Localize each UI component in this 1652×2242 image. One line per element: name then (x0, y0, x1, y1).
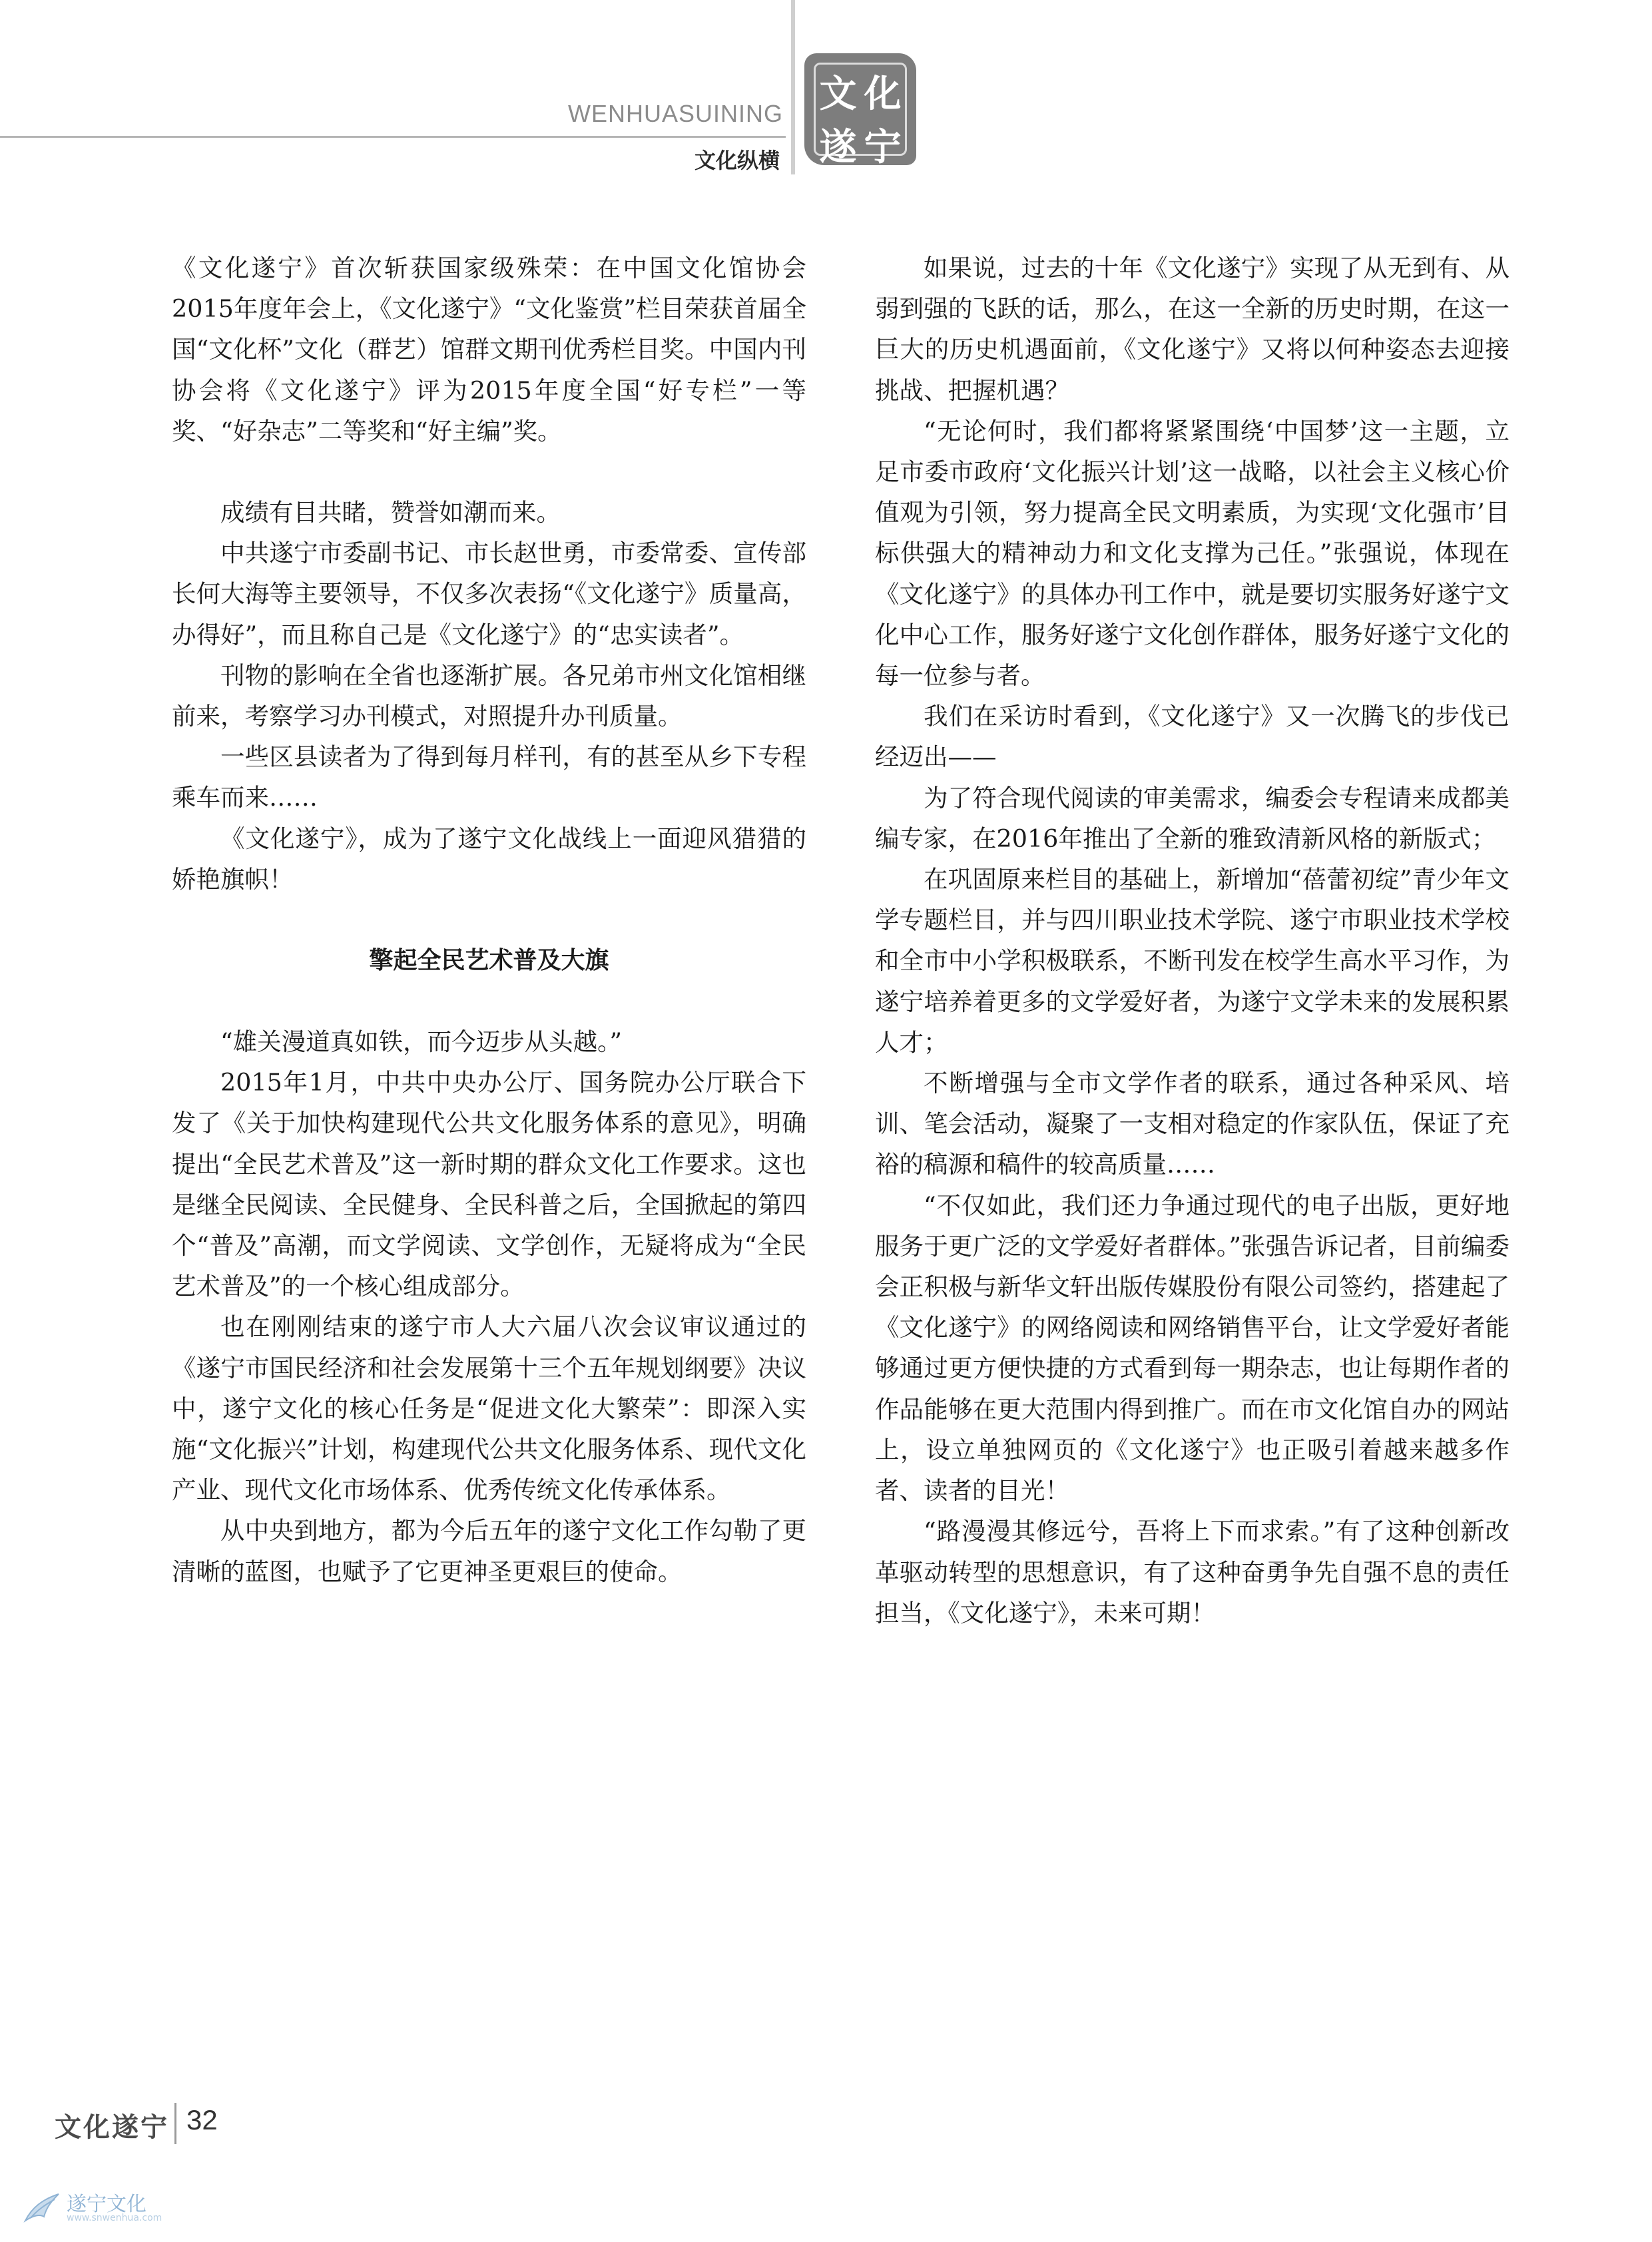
paragraph: 2015年1月，中共中央办公厅、国务院办公厅联合下发了《关于加快构建现代公共文化服务体系的意见》，明确提出“全民艺术普及”这一新时期的群众文化工作要求。这也是继全民阅读、全民健身、全民科普之后，全国掀起的第四个“普及”高潮，而文学阅读、文学创作，无疑将成为“全民艺术普及”的一个核心组成部分。 (172, 1068, 806, 1301)
header-english-title: WENHUASUINING (567, 100, 783, 127)
seal-char: 宁 (864, 125, 902, 169)
watermark (20, 2187, 193, 2234)
paragraph: 我们在采访时看到，《文化遂宁》又一次腾飞的步伐已经迈出—— (875, 702, 1510, 772)
paragraph-gap (172, 900, 806, 940)
footer-separator (174, 2103, 176, 2144)
paragraph: 在巩固原来栏目的基础上，新增加“蓓蕾初绽”青少年文学专题栏目，并与四川职业技术学院、遂宁市职业技术学校和全市中小学积极联系，不断刊发在校学生高水平习作，为遂宁培养着更多的文学爱好者，为遂宁文学未来的发展积累人才； (875, 865, 1510, 1057)
paragraph: 刊物的影响在全省也逐渐扩展。各兄弟市州文化馆相继前来，考察学习办刊模式，对照提升办刊质量。 (172, 661, 806, 731)
header-vertical-rule (791, 0, 795, 174)
header-column-name: 文化纵横 (694, 148, 780, 173)
paragraph: 《文化遂宁》首次斩获国家级殊荣：在中国文化馆协会2015年度年会上，《文化遂宁》“文化鉴赏”栏目荣获首届全国“文化杯”文化（群艺）馆群文期刊优秀栏目奖。中国内刊协会将《文化遂宁》评为2015年度全国“好专栏”一等奖、“好杂志”二等奖和“好主编”奖。 (172, 254, 806, 445)
paragraph: 中共遂宁市委副书记、市长赵世勇，市委常委、宣传部长何大海等主要领导，不仅多次表扬“《文化遂宁》质量高，办得好”，而且称自己是《文化遂宁》的“忠实读者”。 (172, 539, 806, 649)
paragraph: 为了符合现代阅读的审美需求，编委会专程请来成都美编专家，在2016年推出了全新的雅致清新风格的新版式； (875, 783, 1510, 853)
paragraph: 一些区县读者为了得到每月样刊，有的甚至从乡下专程乘车而来…… (172, 742, 806, 812)
header-rule (0, 136, 786, 138)
paragraph: 从中央到地方，都为今后五年的遂宁文化工作勾勒了更清晰的蓝图，也赋予了它更神圣更艰巨的使命。 (172, 1516, 806, 1586)
magazine-seal-logo (804, 53, 916, 169)
paragraph: 《文化遂宁》，成为了遂宁文化战线上一面迎风猎猎的娇艳旗帜！ (172, 824, 806, 894)
page-number: 32 (186, 2104, 218, 2135)
paragraph: “不仅如此，我们还力争通过现代的电子出版，更好地服务于更广泛的文学爱好者群体。”张强告诉记者，目前编委会正积极与新华文轩出版传媒股份有限公司签约，搭建起了《文化遂宁》的网络阅读和网络销售平台，让文学爱好者能够通过更方便快捷的方式看到每一期杂志，也让每期作者的作品能够在更大范围内得到推广。而在市文化馆自办的网站上，设立单独网页的《文化遂宁》也正吸引着越来越多作者、读者的目光！ (875, 1191, 1510, 1506)
paragraph-gap (172, 451, 806, 492)
wing-icon (20, 2187, 63, 2230)
paragraph: “无论何时，我们都将紧紧围绕‘中国梦’这一主题，立足市委市政府‘文化振兴计划’这一战略，以社会主义核心价值观为引领，努力提高全民文明素质，为实现‘文化强市’目标供强大的精神动力和文化支撑为己任。”张强说，体现在《文化遂宁》的具体办刊工作中，就是要切实服务好遂宁文化中心工作，服务好遂宁文化创作群体，服务好遂宁文化的每一位参与者。 (875, 416, 1510, 691)
left-text-column (172, 248, 806, 1592)
seal-char: 文 (819, 72, 857, 116)
seal-char: 化 (864, 72, 902, 116)
right-text-column (875, 248, 1510, 1633)
seal-char: 遂 (819, 125, 857, 169)
watermark-url: www.snwenhua.com (67, 2213, 162, 2223)
footer-brand: 文化遂宁 (55, 2111, 169, 2143)
paragraph: 不断增强与全市文学作者的联系，通过各种采风、培训、笔会活动，凝聚了一支相对稳定的作家队伍，保证了充裕的稿源和稿件的较高质量…… (875, 1069, 1510, 1179)
paragraph: “路漫漫其修远兮，吾将上下而求索。”有了这种创新改革驱动转型的思想意识，有了这种奋勇争先自强不息的责任担当，《文化遂宁》，未来可期！ (875, 1517, 1510, 1627)
section-heading: 擎起全民艺术普及大旗 (369, 947, 609, 975)
paragraph-gap (172, 981, 806, 1021)
watermark-text: 遂宁文化 (67, 2193, 146, 2216)
paragraph: “雄关漫道真如铁，而今迈步从头越。” (220, 1027, 623, 1057)
paragraph: 如果说，过去的十年《文化遂宁》实现了从无到有、从弱到强的飞跃的话，那么，在这一全新的历史时期，在这一巨大的历史机遇面前，《文化遂宁》又将以何种姿态去迎接挑战、把握机遇？ (875, 254, 1510, 405)
paragraph: 成绩有目共睹，赞誉如潮而来。 (220, 498, 561, 527)
paragraph: 也在刚刚结束的遂宁市人大六届八次会议审议通过的《遂宁市国民经济和社会发展第十三个五年规划纲要》决议中，遂宁文化的核心任务是“促进文化大繁荣”：即深入实施“文化振兴”计划，构建现代公共文化服务体系、现代文化产业、现代文化市场体系、优秀传统文化传承体系。 (172, 1312, 806, 1505)
